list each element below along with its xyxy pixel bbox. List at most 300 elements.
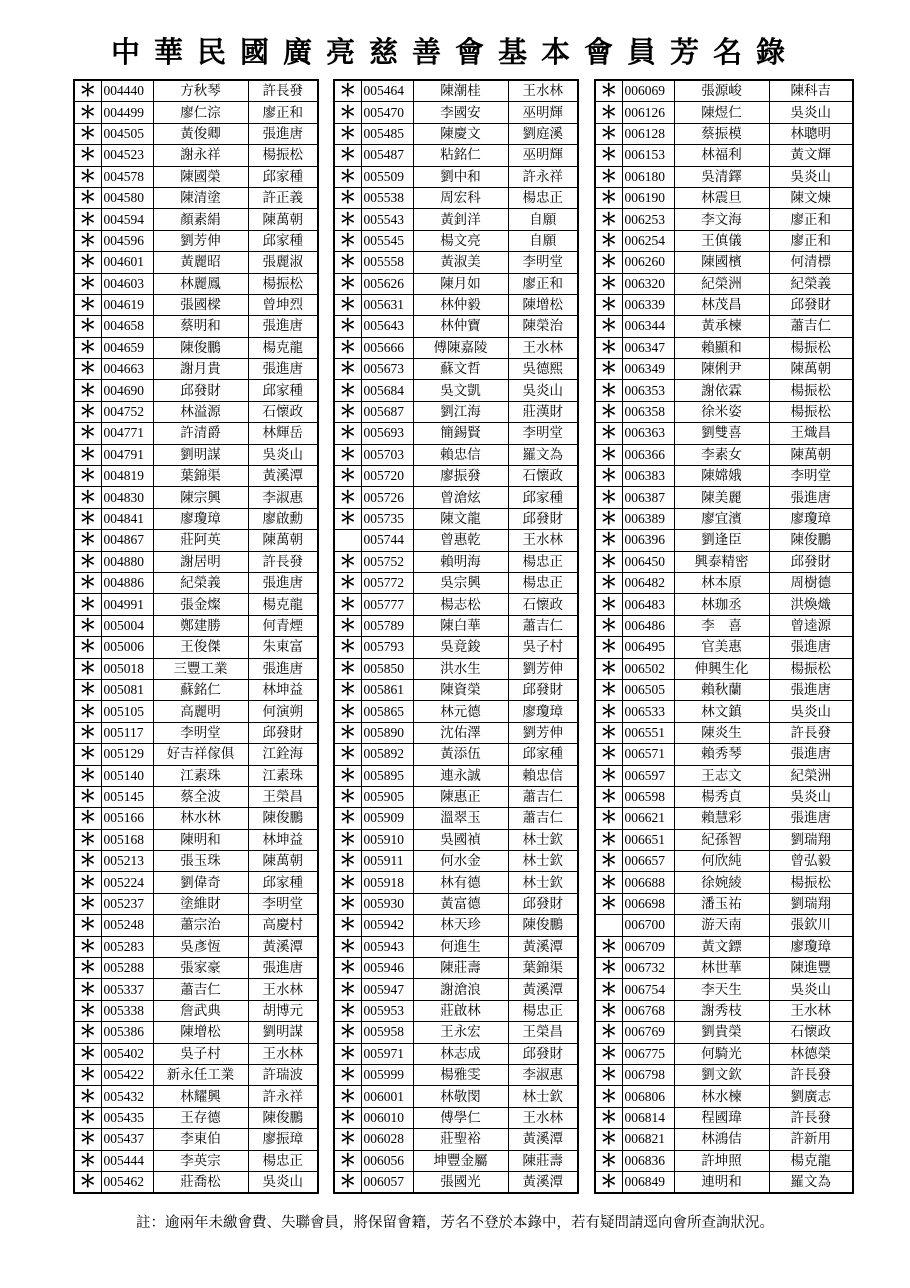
member-name: 吳國禎: [413, 829, 508, 850]
table-row: [334, 1107, 578, 1128]
member-name: 李天生: [674, 979, 769, 1000]
member-id: 005958: [361, 1022, 413, 1043]
star-mark: ＊: [334, 1022, 361, 1043]
referrer-name: 楊振松: [769, 658, 853, 679]
star-mark: ＊: [74, 786, 101, 807]
referrer-name: 陳俊鵬: [248, 808, 318, 829]
member-name: 陳文龍: [413, 508, 508, 529]
referrer-name: 石懷政: [248, 401, 318, 422]
referrer-name: 楊忠正: [508, 1000, 578, 1021]
referrer-name: 邱發財: [508, 679, 578, 700]
referrer-name: 李淑惠: [508, 1064, 578, 1085]
referrer-name: 李淑惠: [248, 487, 318, 508]
member-name: 廖瓊璋: [153, 508, 248, 529]
star-mark: ＊: [334, 872, 361, 893]
member-name: 林世華: [674, 958, 769, 979]
member-id: 005947: [361, 979, 413, 1000]
referrer-name: 黃文輝: [769, 145, 853, 166]
referrer-name: 張麗淑: [248, 252, 318, 273]
table-row: [595, 1150, 853, 1171]
member-name: 楊雅雯: [413, 1064, 508, 1085]
table-row: [74, 1000, 318, 1021]
table-row: [595, 466, 853, 487]
referrer-name: 葉錦渠: [508, 958, 578, 979]
member-name: 顏素絹: [153, 209, 248, 230]
table-row: [334, 701, 578, 722]
member-id: 006621: [622, 808, 674, 829]
star-mark: ＊: [595, 530, 622, 551]
member-id: 004841: [101, 508, 153, 529]
member-id: 006353: [622, 380, 674, 401]
member-id: 005224: [101, 872, 153, 893]
table-row: [595, 765, 853, 786]
star-mark: ＊: [595, 936, 622, 957]
member-name: 蕭宗治: [153, 915, 248, 936]
member-id: 005684: [361, 380, 413, 401]
table-row: [334, 508, 578, 529]
member-name: 陳白華: [413, 615, 508, 636]
member-name: 陳潮桂: [413, 80, 508, 102]
star-mark: ＊: [334, 679, 361, 700]
referrer-name: 蕭吉仁: [508, 615, 578, 636]
member-name: 紀孫智: [674, 829, 769, 850]
referrer-name: 吳炎山: [769, 979, 853, 1000]
member-name: 林震旦: [674, 187, 769, 208]
member-name: 張國樑: [153, 294, 248, 315]
table-row: [334, 187, 578, 208]
member-id: 004991: [101, 594, 153, 615]
referrer-name: 張進唐: [248, 658, 318, 679]
member-id: 004771: [101, 423, 153, 444]
table-row: [74, 615, 318, 636]
star-mark: ＊: [595, 1000, 622, 1021]
table-row: [334, 829, 578, 850]
star-mark: ＊: [595, 615, 622, 636]
table-row: [74, 1129, 318, 1150]
star-mark: ＊: [595, 701, 622, 722]
member-name: 吳文凱: [413, 380, 508, 401]
star-mark: ＊: [334, 209, 361, 230]
table-row: [334, 936, 578, 957]
table-row: [595, 701, 853, 722]
member-id: 006001: [361, 1086, 413, 1107]
referrer-name: 蕭吉仁: [508, 808, 578, 829]
referrer-name: 陳莊壽: [508, 1150, 578, 1171]
referrer-name: 吳炎山: [769, 102, 853, 123]
referrer-name: 巫明輝: [508, 145, 578, 166]
star-mark: ＊: [334, 786, 361, 807]
star-mark: ＊: [595, 1107, 622, 1128]
star-mark: ＊: [74, 1129, 101, 1150]
member-name: 許清爵: [153, 423, 248, 444]
member-name: 謝永祥: [153, 145, 248, 166]
referrer-name: 羅文為: [769, 1171, 853, 1193]
referrer-name: 張進唐: [769, 487, 853, 508]
member-id: 006651: [622, 829, 674, 850]
member-name: 陳資榮: [413, 679, 508, 700]
member-name: 連永誠: [413, 765, 508, 786]
member-name: 劉江海: [413, 401, 508, 422]
table-row: [74, 444, 318, 465]
table-row: [595, 1086, 853, 1107]
member-id: 004690: [101, 380, 153, 401]
table-row: [74, 145, 318, 166]
member-name: 吳宗興: [413, 572, 508, 593]
referrer-name: 吳炎山: [508, 380, 578, 401]
member-id: 005470: [361, 102, 413, 123]
member-name: 張國光: [413, 1171, 508, 1193]
member-name: 葉錦渠: [153, 466, 248, 487]
member-name: 王存德: [153, 1107, 248, 1128]
member-id: 006806: [622, 1086, 674, 1107]
member-id: 006396: [622, 530, 674, 551]
table-row: [74, 123, 318, 144]
member-name: 林福利: [674, 145, 769, 166]
referrer-name: 張進唐: [769, 679, 853, 700]
star-mark: ＊: [595, 572, 622, 593]
star-mark: ＊: [334, 1086, 361, 1107]
referrer-name: 李明堂: [508, 423, 578, 444]
member-id: 005943: [361, 936, 413, 957]
referrer-name: 楊克龍: [248, 594, 318, 615]
referrer-name: 高慶村: [248, 915, 318, 936]
star-mark: ＊: [334, 979, 361, 1000]
member-name: 林天珍: [413, 915, 508, 936]
member-id: 005865: [361, 701, 413, 722]
member-id: 004603: [101, 273, 153, 294]
member-id: 006320: [622, 273, 674, 294]
member-name: 林麗鳳: [153, 273, 248, 294]
referrer-name: 石懷政: [508, 466, 578, 487]
table-row: [74, 294, 318, 315]
member-id: 005337: [101, 979, 153, 1000]
table-row: [74, 359, 318, 380]
member-name: 黃淑美: [413, 252, 508, 273]
referrer-name: 許永祥: [508, 166, 578, 187]
star-mark: ＊: [595, 423, 622, 444]
star-mark: ＊: [334, 102, 361, 123]
star-mark: ＊: [74, 637, 101, 658]
star-mark: ＊: [334, 316, 361, 337]
member-id: 005485: [361, 123, 413, 144]
referrer-name: 黃溪潭: [508, 1129, 578, 1150]
table-row: [74, 1022, 318, 1043]
referrer-name: 莊漢財: [508, 401, 578, 422]
member-name: 洪水生: [413, 658, 508, 679]
member-name: 林文鎮: [674, 701, 769, 722]
table-row: [74, 401, 318, 422]
member-name: 蔡振模: [674, 123, 769, 144]
table-row: [74, 851, 318, 872]
referrer-name: 楊克龍: [248, 337, 318, 358]
table-row: [595, 722, 853, 743]
table-row: [74, 1043, 318, 1064]
table-row: [74, 829, 318, 850]
table-row: [334, 466, 578, 487]
referrer-name: 楊振松: [769, 872, 853, 893]
table-row: [74, 1171, 318, 1193]
member-name: 陳炎生: [674, 722, 769, 743]
member-name: 陳明和: [153, 829, 248, 850]
referrer-name: 劉芳伸: [508, 658, 578, 679]
member-id: 005789: [361, 615, 413, 636]
star-mark: ＊: [74, 359, 101, 380]
roster-table-3: [594, 79, 854, 1194]
star-mark: ＊: [74, 145, 101, 166]
referrer-name: 邱發財: [769, 551, 853, 572]
referrer-name: 許長發: [769, 722, 853, 743]
table-row: [334, 979, 578, 1000]
table-row: [595, 637, 853, 658]
referrer-name: 林坤益: [248, 679, 318, 700]
member-id: 005543: [361, 209, 413, 230]
star-mark: ＊: [74, 1043, 101, 1064]
table-row: [334, 359, 578, 380]
table-row: [595, 80, 853, 102]
referrer-name: 林士欽: [508, 851, 578, 872]
member-id: 006450: [622, 551, 674, 572]
star-mark: ＊: [595, 808, 622, 829]
member-name: 沈佑澤: [413, 722, 508, 743]
star-mark: ＊: [334, 551, 361, 572]
member-name: 莊阿英: [153, 530, 248, 551]
table-row: [74, 380, 318, 401]
referrer-name: 劉瑞翔: [769, 893, 853, 914]
member-name: 莊聖裕: [413, 1129, 508, 1150]
member-id: 006849: [622, 1171, 674, 1193]
referrer-name: 楊忠正: [508, 551, 578, 572]
referrer-name: 許長發: [769, 1064, 853, 1085]
table-row: [74, 466, 318, 487]
table-row: [74, 786, 318, 807]
member-name: 伸興生化: [674, 658, 769, 679]
referrer-name: 劉明謀: [248, 1022, 318, 1043]
star-mark: ＊: [334, 893, 361, 914]
member-id: 005910: [361, 829, 413, 850]
table-row: [334, 1129, 578, 1150]
member-id: 005720: [361, 466, 413, 487]
member-name: 王永宏: [413, 1022, 508, 1043]
referrer-name: 曾坤烈: [248, 294, 318, 315]
star-mark: ＊: [334, 572, 361, 593]
member-name: 吳子村: [153, 1043, 248, 1064]
star-mark: ＊: [595, 294, 622, 315]
referrer-name: 林士欽: [508, 1086, 578, 1107]
referrer-name: 陳進豐: [769, 958, 853, 979]
table-row: [595, 423, 853, 444]
star-mark: ＊: [334, 1129, 361, 1150]
star-mark: ＊: [74, 615, 101, 636]
table-row: [334, 1043, 578, 1064]
referrer-name: 李明堂: [769, 466, 853, 487]
member-name: 廖仁淙: [153, 102, 248, 123]
referrer-name: 邱家種: [248, 872, 318, 893]
table-row: [74, 487, 318, 508]
referrer-name: 自願: [508, 209, 578, 230]
member-name: 周宏科: [413, 187, 508, 208]
table-row: [334, 744, 578, 765]
member-name: 黃承楝: [674, 316, 769, 337]
star-mark: ＊: [595, 872, 622, 893]
table-row: [74, 701, 318, 722]
star-mark: ＊: [74, 444, 101, 465]
referrer-name: 陳俊鵬: [248, 1107, 318, 1128]
member-id: 005703: [361, 444, 413, 465]
table-row: [74, 252, 318, 273]
referrer-name: 黃溪潭: [508, 979, 578, 1000]
table-row: [334, 765, 578, 786]
footnote: 註：逾兩年未繳會費、失聯會員，將保留會籍，芳名不登於本錄中，若有疑問請逕向會所查詢狀況。: [136, 1215, 774, 1231]
member-name: 何騎光: [674, 1043, 769, 1064]
table-row: [595, 1064, 853, 1085]
table-row: [334, 594, 578, 615]
star-mark: ＊: [595, 1043, 622, 1064]
member-name: 劉芳伸: [153, 230, 248, 251]
table-row: [74, 337, 318, 358]
table-row: [334, 851, 578, 872]
member-id: 004601: [101, 252, 153, 273]
member-name: 王傎儀: [674, 230, 769, 251]
member-id: 006260: [622, 252, 674, 273]
referrer-name: 劉瑞翔: [769, 829, 853, 850]
star-mark: ＊: [74, 1000, 101, 1021]
member-name: 吳彥恆: [153, 936, 248, 957]
member-id: 006069: [622, 80, 674, 102]
member-id: 005735: [361, 508, 413, 529]
member-id: 005006: [101, 637, 153, 658]
table-row: [595, 1043, 853, 1064]
star-mark: ＊: [334, 1107, 361, 1128]
star-mark: ＊: [595, 187, 622, 208]
referrer-name: 劉廣志: [769, 1086, 853, 1107]
member-id: 006709: [622, 936, 674, 957]
member-name: 曾滄炫: [413, 487, 508, 508]
member-name: 興泰精密: [674, 551, 769, 572]
member-name: 李 喜: [674, 615, 769, 636]
star-mark: ＊: [595, 102, 622, 123]
member-name: 陳清塗: [153, 187, 248, 208]
star-mark: ＊: [595, 230, 622, 251]
referrer-name: 朱東富: [248, 637, 318, 658]
member-name: 黃添伍: [413, 744, 508, 765]
member-id: 006688: [622, 872, 674, 893]
referrer-name: 石懷政: [769, 1022, 853, 1043]
referrer-name: 陳萬朝: [769, 444, 853, 465]
referrer-name: 李明堂: [508, 252, 578, 273]
star-mark: ＊: [334, 1171, 361, 1193]
member-name: 新永任工業: [153, 1064, 248, 1085]
referrer-name: 黃溪潭: [248, 466, 318, 487]
member-name: 林溢源: [153, 401, 248, 422]
table-row: [334, 252, 578, 273]
member-id: 006126: [622, 102, 674, 123]
star-mark: ＊: [74, 294, 101, 315]
member-id: 004499: [101, 102, 153, 123]
referrer-name: 林輝岳: [248, 423, 318, 444]
star-mark: ＊: [334, 658, 361, 679]
member-name: 賴秀琴: [674, 744, 769, 765]
member-id: 005288: [101, 958, 153, 979]
star-mark: ＊: [595, 273, 622, 294]
member-id: 004659: [101, 337, 153, 358]
roster-table-1: [73, 79, 319, 1194]
star-mark: ＊: [334, 252, 361, 273]
star-mark: ＊: [334, 701, 361, 722]
table-row: [334, 230, 578, 251]
member-name: 何進生: [413, 936, 508, 957]
referrer-name: 巫明輝: [508, 102, 578, 123]
star-mark: ＊: [74, 765, 101, 786]
star-mark: ＊: [74, 958, 101, 979]
member-name: 李英宗: [153, 1150, 248, 1171]
star-mark: ＊: [334, 915, 361, 936]
roster-table-2: [333, 79, 579, 1194]
member-id: 006389: [622, 508, 674, 529]
member-id: 005402: [101, 1043, 153, 1064]
table-row: [595, 679, 853, 700]
member-name: 坤豐金屬: [413, 1150, 508, 1171]
member-id: 005850: [361, 658, 413, 679]
member-id: 005237: [101, 893, 153, 914]
member-name: 溫翠玉: [413, 808, 508, 829]
member-name: 曾惠乾: [413, 530, 508, 551]
star-mark: ＊: [334, 230, 361, 251]
member-roster: [73, 79, 853, 1195]
member-name: 陳美麗: [674, 487, 769, 508]
star-mark: ＊: [334, 145, 361, 166]
table-row: [334, 444, 578, 465]
table-row: [595, 658, 853, 679]
member-id: 006349: [622, 359, 674, 380]
star-mark: ＊: [595, 1086, 622, 1107]
table-row: [74, 1150, 318, 1171]
referrer-name: 許長發: [769, 1107, 853, 1128]
member-id: 005905: [361, 786, 413, 807]
referrer-name: 陳萬朝: [769, 359, 853, 380]
referrer-name: 洪煥熾: [769, 594, 853, 615]
referrer-name: 劉庭溪: [508, 123, 578, 144]
referrer-name: 王水林: [769, 1000, 853, 1021]
star-mark: ＊: [334, 958, 361, 979]
table-row: [595, 551, 853, 572]
table-row: [74, 679, 318, 700]
member-name: 黃富德: [413, 893, 508, 914]
table-row: [595, 872, 853, 893]
member-name: 陳俐尹: [674, 359, 769, 380]
table-row: [595, 1022, 853, 1043]
star-mark: ＊: [334, 765, 361, 786]
member-name: 粘銘仁: [413, 145, 508, 166]
referrer-name: 楊忠正: [508, 572, 578, 593]
member-name: 賴顯和: [674, 337, 769, 358]
member-name: 黃文鏢: [674, 936, 769, 957]
member-name: 王志文: [674, 765, 769, 786]
member-name: 潘玉祐: [674, 893, 769, 914]
member-name: 林耀興: [153, 1086, 248, 1107]
member-id: 005386: [101, 1022, 153, 1043]
referrer-name: 陳萬朝: [248, 530, 318, 551]
star-mark: ＊: [595, 658, 622, 679]
member-name: 楊志松: [413, 594, 508, 615]
member-name: 何水金: [413, 851, 508, 872]
table-row: [595, 808, 853, 829]
star-mark: ＊: [74, 508, 101, 529]
table-row: [334, 123, 578, 144]
star-mark: ＊: [334, 273, 361, 294]
table-row: [595, 123, 853, 144]
member-name: 傅陳嘉陵: [413, 337, 508, 358]
member-id: 004791: [101, 444, 153, 465]
